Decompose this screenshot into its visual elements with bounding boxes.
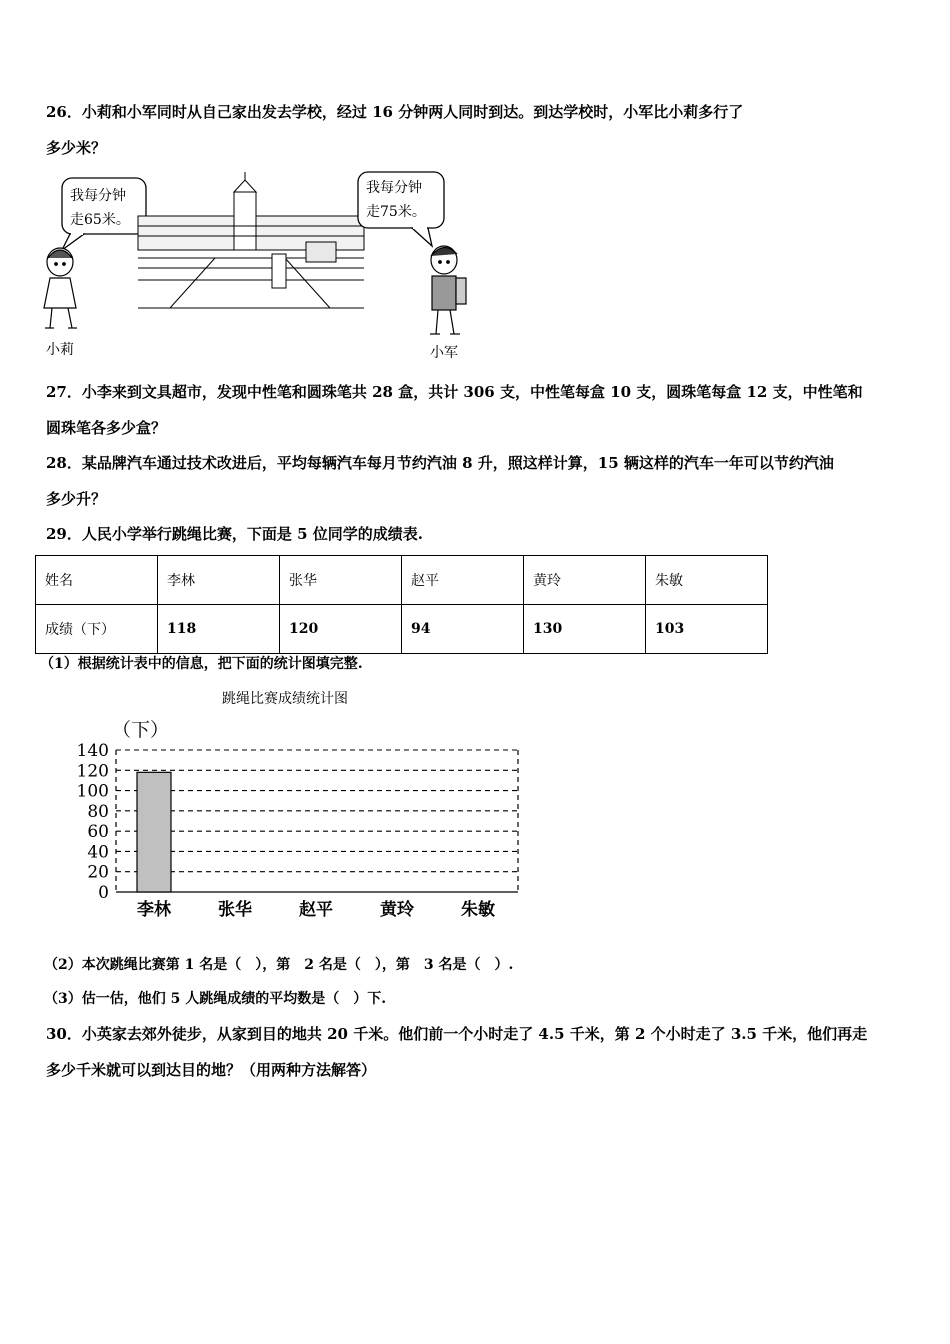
- question-28-line2: 多少升？: [46, 490, 107, 508]
- y-tick-label: 40: [87, 842, 109, 863]
- bar-李林: [137, 772, 171, 892]
- question-29-sub3: （3）估一估，他们 5 人跳绳成绩的平均数是（ ）下.: [44, 991, 387, 1007]
- y-axis-unit-label: （下）: [112, 719, 170, 741]
- question-26-illustration: [40, 168, 480, 366]
- table-cell: 李林: [158, 556, 280, 605]
- chart-title: 跳绳比赛成绩统计图: [222, 691, 348, 707]
- y-tick-label: 20: [87, 862, 109, 883]
- name-left: 小莉: [46, 342, 74, 358]
- y-tick-label: 80: [87, 801, 109, 822]
- score-table: [35, 555, 768, 654]
- y-tick-label: 60: [87, 822, 109, 843]
- question-29-intro: 29．人民小学举行跳绳比赛，下面是 5 位同学的成绩表.: [46, 525, 423, 543]
- table-cell: 姓名: [36, 556, 158, 605]
- question-30-line1: 30．小英家去郊外徒步，从家到目的地共 20 千米。他们前一个小时走了 4.5 千米，第 2 个小时走了 3.5 千米，他们再走: [46, 1025, 868, 1043]
- question-28-line1: 28．某品牌汽车通过技术改进后，平均每辆汽车每月节约汽油 8 升，照这样计算，15 辆这样的汽车一年可以节约汽油: [46, 454, 834, 472]
- table-cell: 130: [524, 605, 646, 654]
- question-27: [46, 374, 908, 446]
- table-cell: 成绩（下）: [36, 605, 158, 654]
- bubble-left-line1: 我每分钟: [70, 188, 126, 204]
- table-cell: 张华: [280, 556, 402, 605]
- bubble-right-line1: 我每分钟: [366, 180, 422, 196]
- x-category-label: 朱敏: [461, 900, 495, 920]
- table-cell: 103: [646, 605, 768, 654]
- speech-bubble-left: [62, 178, 146, 250]
- x-category-label: 李林: [137, 900, 171, 920]
- question-27-line2: 圆珠笔各多少盒？: [46, 419, 167, 437]
- speech-bubble-right: [358, 172, 444, 246]
- bubble-right-line2: 走75米。: [366, 204, 426, 220]
- table-cell: 黄玲: [524, 556, 646, 605]
- table-cell: 朱敏: [646, 556, 768, 605]
- x-category-label: 黄玲: [380, 900, 414, 920]
- bar-chart: [70, 712, 540, 924]
- school-building-icon: [138, 172, 364, 308]
- table-cell: 118: [158, 605, 280, 654]
- table-cell: 94: [402, 605, 524, 654]
- y-tick-label: 0: [98, 883, 109, 903]
- question-26: [46, 94, 908, 166]
- y-tick-label: 100: [76, 781, 109, 802]
- x-category-label: 张华: [218, 900, 252, 920]
- girl-figure-icon: [44, 248, 77, 328]
- question-29-sub2: （2）本次跳绳比赛第 1 名是（ ），第 2 名是（ ），第 3 名是（ ）.: [44, 957, 514, 973]
- x-category-label: 赵平: [299, 900, 333, 920]
- table-row: [36, 556, 768, 605]
- y-tick-label: 120: [76, 761, 109, 782]
- table-cell: 赵平: [402, 556, 524, 605]
- bubble-left-line2: 走65米。: [70, 212, 130, 228]
- table-cell: 120: [280, 605, 402, 654]
- question-30: [46, 1016, 908, 1088]
- y-tick-label: 140: [76, 741, 109, 761]
- question-26-line2: 多少米？: [46, 139, 107, 157]
- name-right: 小军: [430, 345, 458, 361]
- boy-figure-icon: [430, 246, 466, 334]
- question-28: [46, 445, 908, 517]
- question-27-line1: 27．小李来到文具超市，发现中性笔和圆珠笔共 28 盒，共计 306 支，中性笔每盒 10 支，圆珠笔每盒 12 支，中性笔和: [46, 383, 863, 401]
- table-row: [36, 605, 768, 654]
- question-30-line2: 多少千米就可以到达目的地？（用两种方法解答）: [46, 1061, 377, 1079]
- question-26-line1: 26．小莉和小军同时从自己家出发去学校，经过 16 分钟两人同时到达。到达学校时，小军比小莉多行了: [46, 103, 744, 121]
- question-29-sub1: （1）根据统计表中的信息，把下面的统计图填完整.: [40, 656, 363, 672]
